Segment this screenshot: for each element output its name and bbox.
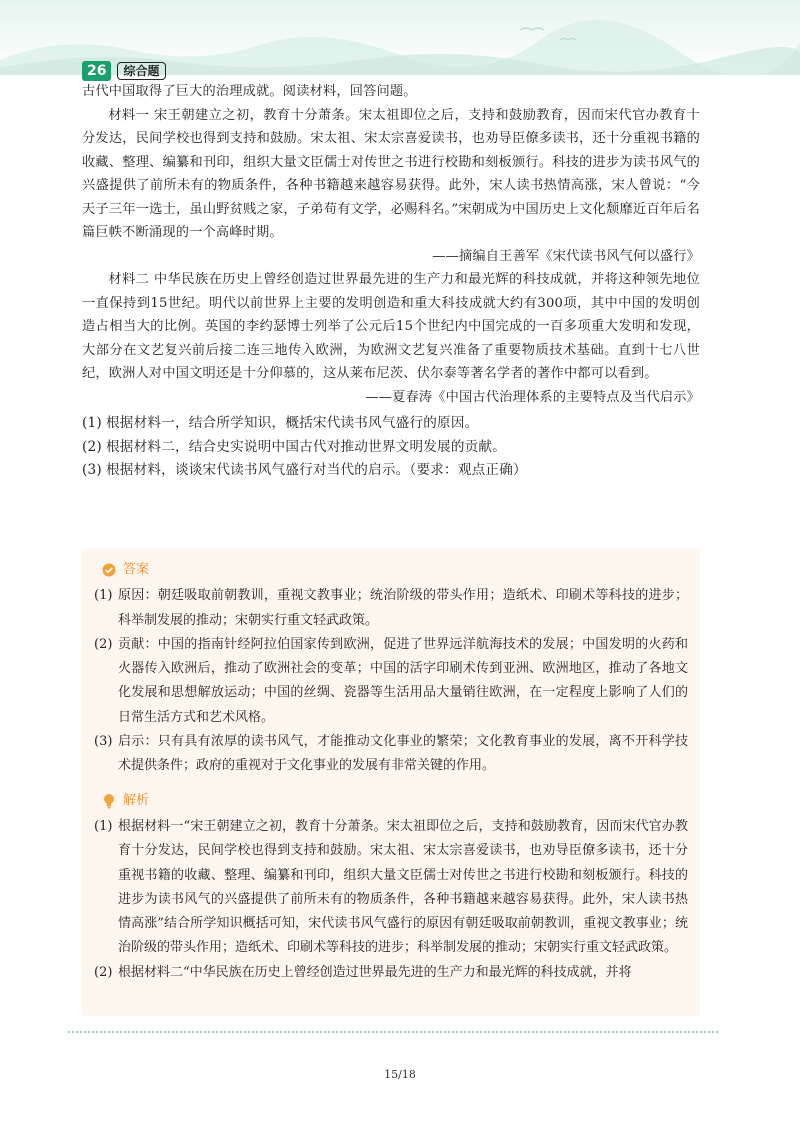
material-one: 材料一 宋王朝建立之初，教育十分萧条。宋太祖即位之后，支持和鼓励教育，因而宋代官办教育十分发达，民间学校也得到支持和鼓励。宋太祖、宋太宗喜爱读书，也劝导臣僚多读书，还十分重视书籍的收藏、整理、编纂和刊印，组织大量文臣儒士对传世之书进行校勘和刻板颁行。科技的进步为读书风气的兴盛提供了前所未有的物质条件，各种书籍越来越容易获得。此外，宋人读书热情高涨，宋人曾说：“今天子三年一选士，虽山野贫贱之家，子弟苟有文学，必赐科名。”宋朝成为中国历史上文化颓靡近百年后名篇巨帙不断涌现的一个高峰时期。 [82,107,700,240]
answer-heading: 答案 [102,558,688,582]
subquestion: (2) 根据材料二，结合史实说明中国古代对推动世界文明发展的贡献。 [82,438,507,455]
analysis-item: (2) 根据材料二“中华民族在历史上曾经创造过世界最先进的生产力和最光辉的科技成就，并将 [94,964,632,980]
page-number: 15/18 [384,1068,416,1081]
footer-divider [68,1031,718,1033]
subquestion: (3) 根据材料，谈谈宋代读书风气盛行对当代的启示。（要求：观点正确） [82,462,527,478]
subquestion-list [82,412,700,483]
material-one-source: ——摘编自王善军《宋代读书风气何以盛行》 [432,248,700,264]
lightbulb-icon [102,794,116,808]
analysis-item: (1) 根据材料一“宋王朝建立之初，教育十分萧条。宋太祖即位之后，支持和鼓励教育，因而宋代官办教育十分发达，民间学校也得到支持和鼓励。宋太祖、宋太宗喜爱读书，也劝导臣僚多读书，还十分重视书籍的收藏、整理、编纂和刊印，组织大量文臣儒士对传世之书进行校勘和刻板颁行。科技的进步为读书风气的兴盛提供了前所未有的物质条件，各种书籍越来越容易获得。此外，宋人读书热情高涨”结合所学知识概括可知，宋代读书风气盛行的原因有朝廷吸取前朝教训，重视文教事业；统治阶级的带头作用；造纸术、印刷术等科技的进步；科举制发展的推动；宋朝实行重文轻武政策。 [94,818,688,956]
analysis-heading: 解析 [102,789,688,813]
question-intro: 古代中国取得了巨大的治理成就。阅读材料，回答问题。 [82,84,417,99]
question-header [82,61,166,81]
answer-item: (3) 启示：只有具有浓厚的读书风气，才能推动文化事业的繁荣；文化教育事业的发展，离不开科学技术提供条件；政府的重视对于文化事业的发展有非常关键的作用。 [94,734,688,774]
answer-item: (2) 贡献：中国的指南针经阿拉伯国家传到欧洲，促进了世界远洋航海技术的发展；中国发明的火药和火器传入欧洲后，推动了欧洲社会的变革；中国的活字印刷术传到亚洲、欧洲地区，推动了各地文化发展和思想解放运动；中国的丝绸、瓷器等生活用品大量销往欧洲，在一定程度上影响了人们的日常生活方式和艺术风格。 [94,636,688,725]
question-type: 综合题 [117,62,165,80]
subquestion: (1) 根据材料一，结合所学知识，概括宋代读书风气盛行的原因。 [82,415,479,431]
question-body [82,80,700,483]
answer-item: (1) 原因：朝廷吸取前朝教训，重视文教事业；统治阶级的带头作用；造纸术、印刷术等科技的进步；科举制发展的推动；宋朝实行重文轻武政策。 [94,588,688,628]
answer-panel [82,548,700,1016]
material-two-source: ——夏春涛《中国古代治理体系的主要特点及当代启示》 [365,389,700,405]
material-two: 材料二 中华民族在历史上曾经创造过世界最先进的生产力和最光辉的科技成就，并将这种领先地位一直保持到15世纪。明代以前世界上主要的发明创造和重大科技成就大约有300项，其中中国的发明创造占相当大的比例。英国的李约瑟博士列举了公元后15个世纪内中国完成的一百多项重大发明和发现，大部分在文艺复兴前后接二连三地传入欧洲，为欧洲文艺复兴准备了重要物质技术基础。直到十七八世纪，欧洲人对中国文明还是十分仰慕的，这从莱布尼茨、伏尔泰等著名学者的著作中都可以看到。 [82,272,700,381]
question-number: 26 [82,61,111,81]
check-badge-icon [102,563,116,577]
